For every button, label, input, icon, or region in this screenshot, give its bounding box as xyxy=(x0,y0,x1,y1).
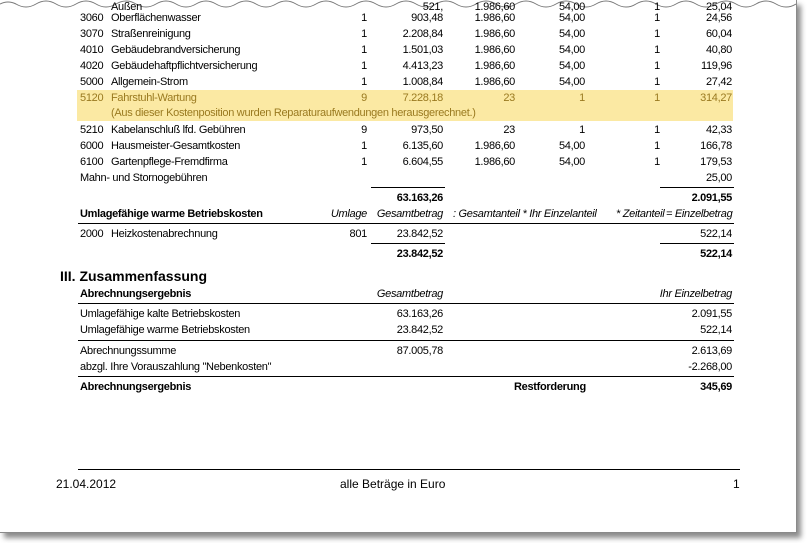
divider xyxy=(371,187,445,188)
cell-umlage: 1 xyxy=(361,60,367,72)
cell-betrag: 27,42 xyxy=(705,76,732,88)
cell-anteil: 1.986,60 xyxy=(474,156,515,168)
cell-gesamt: 4.413,23 xyxy=(402,60,443,72)
footer-date: 21.04.2012 xyxy=(56,477,117,491)
cell-einzel: 54,00 xyxy=(558,44,585,56)
footer-divider xyxy=(78,469,740,470)
cell-anteil: 1.986,60 xyxy=(474,12,515,24)
cell-name: Fahrstuhl-Wartung xyxy=(111,92,197,104)
cell-einzel: 54,00 xyxy=(558,28,585,40)
cell-zeit: 1 xyxy=(654,12,660,24)
divider xyxy=(78,340,734,341)
partial-einzel: 54,00 xyxy=(558,1,585,13)
cell-betrag: 166,78 xyxy=(700,140,732,152)
cell-umlage: 1 xyxy=(361,76,367,88)
partial-gesamt: 521, xyxy=(422,1,443,13)
cell-anteil: 1.986,60 xyxy=(474,140,515,152)
summary-summe-gesamt: 87.005,78 xyxy=(396,345,443,357)
cell-betrag: 60,04 xyxy=(705,28,732,40)
cold-total-gesamt: 63.163,26 xyxy=(396,192,443,204)
cell-betrag: 314,27 xyxy=(700,92,732,104)
cell-gesamt: 1.501,03 xyxy=(402,44,443,56)
divider xyxy=(78,376,734,377)
cell-umlage: 9 xyxy=(361,92,367,104)
cell-zeit: 1 xyxy=(654,60,660,72)
warm-row-gesamt: 23.842,52 xyxy=(396,228,443,240)
divider xyxy=(660,187,734,188)
summary-voraus-label: abzgl. Ihre Vorauszahlung "Nebenkosten" xyxy=(80,361,272,373)
highlight-note: (Aus dieser Kostenposition wurden Reparaturaufwendungen herausgerechnet.) xyxy=(111,107,476,119)
partial-name: Außen xyxy=(111,1,142,13)
cell-gesamt: 6.604,55 xyxy=(402,156,443,168)
cell-name: Oberflächenwasser xyxy=(111,12,201,24)
cell-name: Hausmeister-Gesamtkosten xyxy=(111,140,241,152)
warm-header-betrag: = Einzelbetrag xyxy=(666,208,733,220)
warm-total-gesamt: 23.842,52 xyxy=(396,248,443,260)
cell-anteil: 1.986,60 xyxy=(474,76,515,88)
cell-zeit: 1 xyxy=(654,44,660,56)
cell-einzel: 54,00 xyxy=(558,140,585,152)
cell-betrag: 40,80 xyxy=(705,44,732,56)
cell-nr: 5120 xyxy=(80,92,104,104)
cell-nr: 4020 xyxy=(80,60,104,72)
cell-nr: 5000 xyxy=(80,76,104,88)
divider xyxy=(660,243,734,244)
cell-zeit: 1 xyxy=(654,28,660,40)
cell-name: Gebäudehaftpflichtversicherung xyxy=(111,60,258,72)
warm-row-umlage: 801 xyxy=(349,228,367,240)
result-label: Abrechnungsergebnis xyxy=(80,381,192,393)
cell-nr: 6000 xyxy=(80,140,104,152)
summary-kalt-betrag: 2.091,55 xyxy=(691,308,732,320)
mahn-label: Mahn- und Stornogebühren xyxy=(80,172,208,184)
warm-row-name: Heizkostenabrechnung xyxy=(111,228,218,240)
footer-page: 1 xyxy=(733,477,740,491)
warm-header-zeit: * Zeitanteil xyxy=(616,208,665,220)
cell-umlage: 1 xyxy=(361,28,367,40)
warm-header-anteil: : Gesamtanteil * Ihr Einzelanteil xyxy=(453,208,597,220)
cell-name: Gebäudebrandversicherung xyxy=(111,44,241,56)
summary-header-gesamt: Gesamtbetrag xyxy=(376,288,443,300)
cell-anteil: 1.986,60 xyxy=(474,44,515,56)
partial-zeit: 1 xyxy=(654,1,660,13)
cell-umlage: 1 xyxy=(361,12,367,24)
result-betrag: 345,69 xyxy=(700,381,732,393)
summary-kalt-gesamt: 63.163,26 xyxy=(396,308,443,320)
divider xyxy=(371,243,445,244)
cell-name: Allgemein-Strom xyxy=(111,76,188,88)
cell-nr: 5210 xyxy=(80,124,104,136)
warm-header-gesamt: Gesamtbetrag xyxy=(376,208,443,220)
cell-nr: 3070 xyxy=(80,28,104,40)
divider xyxy=(78,303,734,304)
summary-warm-betrag: 522,14 xyxy=(700,324,732,336)
cell-einzel: 54,00 xyxy=(558,60,585,72)
cell-name: Gartenpflege-Fremdfirma xyxy=(111,156,228,168)
cell-zeit: 1 xyxy=(654,156,660,168)
cell-nr: 6100 xyxy=(80,156,104,168)
cell-anteil: 1.986,60 xyxy=(474,60,515,72)
cold-total-betrag: 2.091,55 xyxy=(691,192,732,204)
cell-gesamt: 973,50 xyxy=(411,124,443,136)
warm-row-betrag: 522,14 xyxy=(700,228,732,240)
cell-einzel: 54,00 xyxy=(558,76,585,88)
mahn-betrag: 25,00 xyxy=(705,172,732,184)
cell-nr: 4010 xyxy=(80,44,104,56)
cell-gesamt: 6.135,60 xyxy=(402,140,443,152)
warm-total-betrag: 522,14 xyxy=(700,248,732,260)
partial-betrag: 25,04 xyxy=(705,1,732,13)
result-type: Restforderung xyxy=(514,381,586,393)
cell-betrag: 119,96 xyxy=(700,60,732,72)
cell-name: Straßenreinigung xyxy=(111,28,191,40)
cell-anteil: 23 xyxy=(503,124,515,136)
summary-warm-label: Umlagefähige warme Betriebskosten xyxy=(80,324,250,336)
cell-gesamt: 2.208,84 xyxy=(402,28,443,40)
cell-einzel: 1 xyxy=(579,92,585,104)
cell-zeit: 1 xyxy=(654,76,660,88)
cell-betrag: 42,33 xyxy=(705,124,732,136)
cell-zeit: 1 xyxy=(654,140,660,152)
cell-umlage: 9 xyxy=(361,124,367,136)
footer-note: alle Beträge in Euro xyxy=(340,477,446,491)
cell-gesamt: 1.008,84 xyxy=(402,76,443,88)
cell-umlage: 1 xyxy=(361,140,367,152)
cell-anteil: 1.986,60 xyxy=(474,28,515,40)
cell-zeit: 1 xyxy=(654,124,660,136)
cell-einzel: 54,00 xyxy=(558,12,585,24)
cell-gesamt: 903,48 xyxy=(411,12,443,24)
cell-nr: 3060 xyxy=(80,12,104,24)
cell-anteil: 23 xyxy=(503,92,515,104)
cell-umlage: 1 xyxy=(361,156,367,168)
summary-summe-betrag: 2.613,69 xyxy=(691,345,732,357)
cell-einzel: 54,00 xyxy=(558,156,585,168)
divider xyxy=(78,223,734,224)
summary-voraus-betrag: -2.268,00 xyxy=(688,361,732,373)
cell-gesamt: 7.228,18 xyxy=(402,92,443,104)
cell-betrag: 24,56 xyxy=(705,12,732,24)
summary-warm-gesamt: 23.842,52 xyxy=(396,324,443,336)
summary-kalt-label: Umlagefähige kalte Betriebskosten xyxy=(80,308,241,320)
cell-betrag: 179,53 xyxy=(700,156,732,168)
warm-header-title: Umlagefähige warme Betriebskosten xyxy=(80,208,263,220)
warm-row-nr: 2000 xyxy=(80,228,104,240)
cell-einzel: 1 xyxy=(579,124,585,136)
summary-summe-label: Abrechnungssumme xyxy=(80,345,177,357)
cell-umlage: 1 xyxy=(361,44,367,56)
partial-anteil: 1.986,60 xyxy=(474,1,515,13)
cell-zeit: 1 xyxy=(654,92,660,104)
section-title: III. Zusammenfassung xyxy=(60,268,208,284)
summary-header-label: Abrechnungsergebnis xyxy=(80,288,192,300)
cell-name: Kabelanschluß lfd. Gebühren xyxy=(111,124,246,136)
warm-header-umlage: Umlage xyxy=(330,208,367,220)
summary-header-betrag: Ihr Einzelbetrag xyxy=(659,288,732,300)
